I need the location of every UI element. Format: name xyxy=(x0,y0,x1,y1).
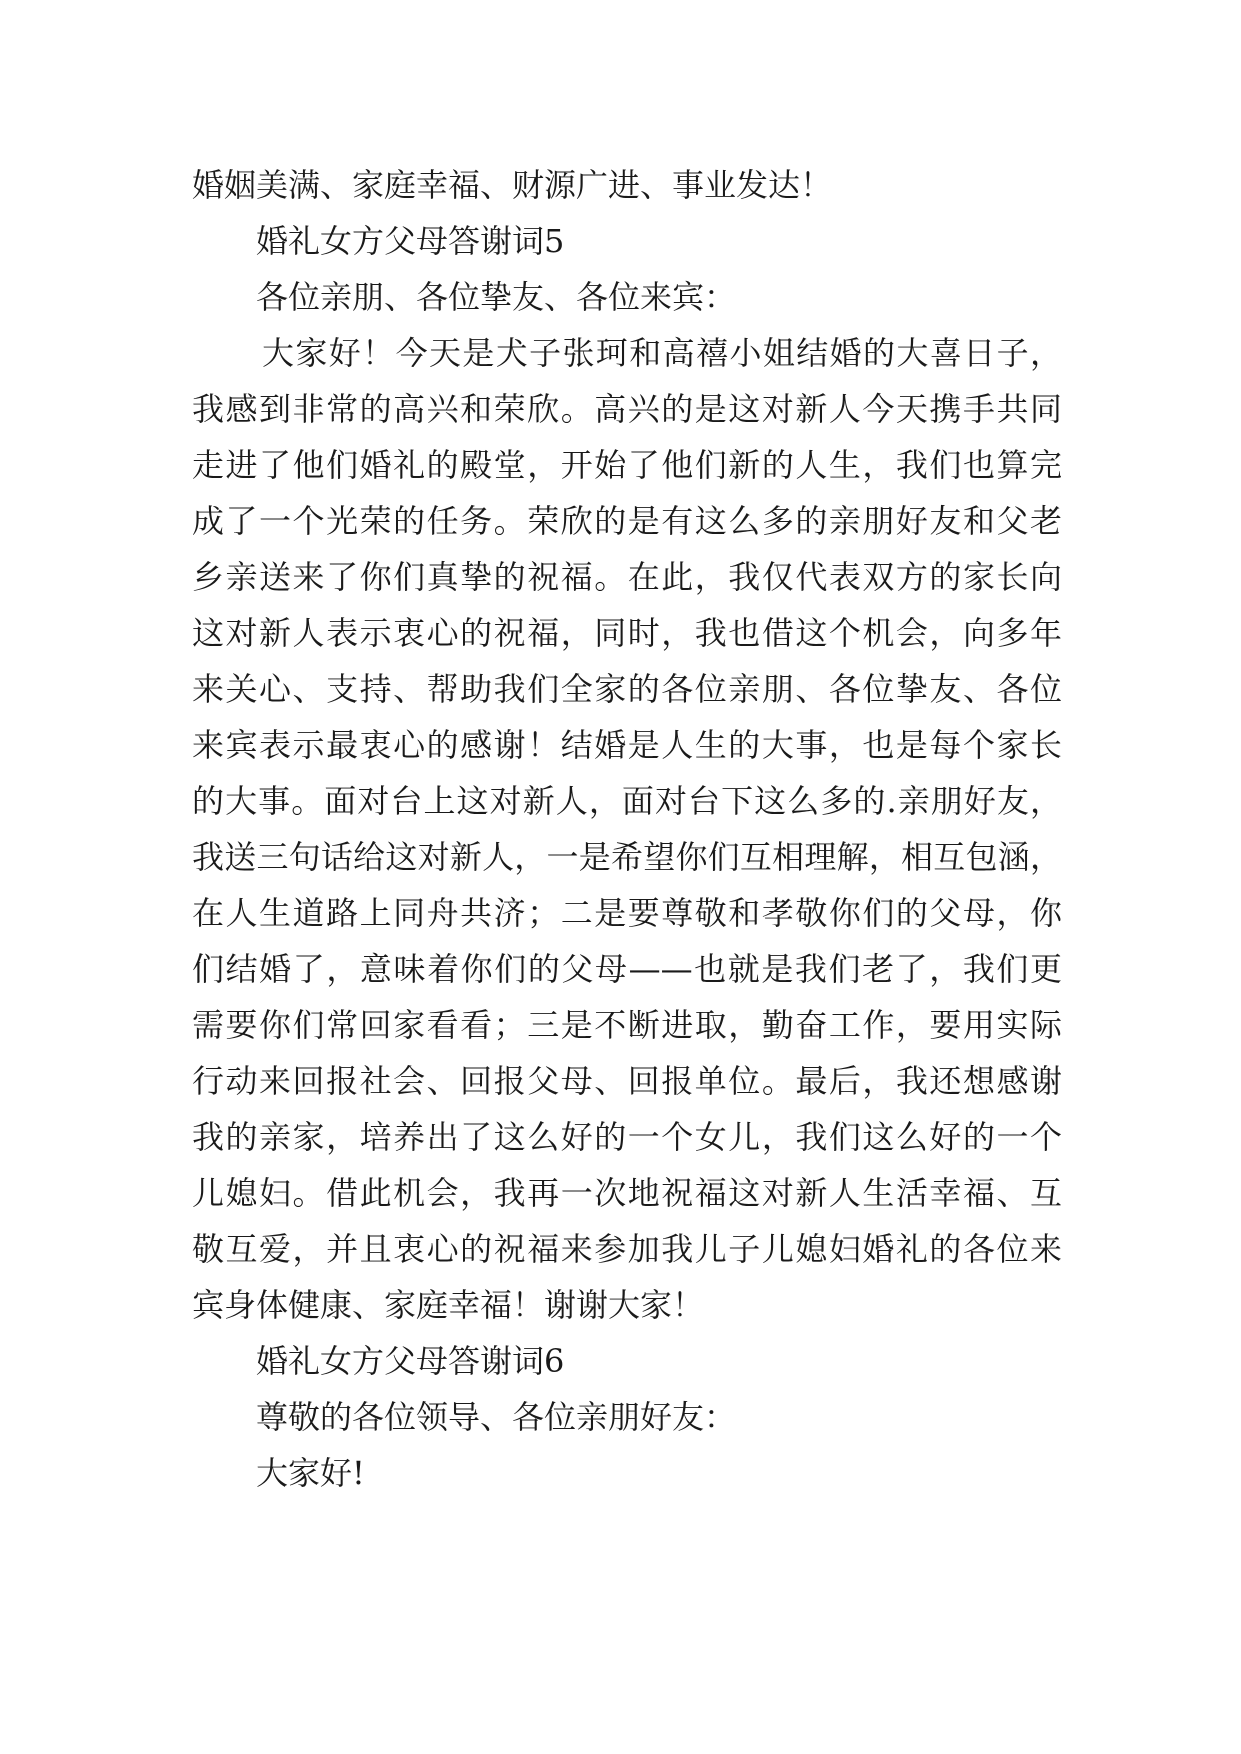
paragraph-line: 婚姻美满、家庭幸福、财源广进、事业发达！ xyxy=(192,166,833,204)
paragraph-line: 我感到非常的高兴和荣欣。高兴的是这对新人今天携手共同 xyxy=(192,390,1062,428)
paragraph-line: 我的亲家，培养出了这么好的一个女儿，我们这么好的一个 xyxy=(192,1118,1062,1156)
paragraph-line: 行动来回报社会、回报父母、回报单位。最后，我还想感谢 xyxy=(192,1062,1062,1100)
paragraph-line: 大家好！今天是犬子张珂和高禧小姐结婚的大喜日子， xyxy=(262,334,1062,372)
paragraph-line: 我送三句话给这对新人，一是希望你们互相理解，相互包涵， xyxy=(192,838,1062,876)
paragraph-line: 来关心、支持、帮助我们全家的各位亲朋、各位挚友、各位 xyxy=(192,670,1062,708)
paragraph-line: 来宾表示最衷心的感谢！结婚是人生的大事，也是每个家长 xyxy=(192,726,1062,764)
salutation: 尊敬的各位领导、各位亲朋好友： xyxy=(256,1398,737,1436)
salutation: 各位亲朋、各位挚友、各位来宾： xyxy=(256,278,737,316)
paragraph-line: 需要你们常回家看看；三是不断进取，勤奋工作，要用实际 xyxy=(192,1006,1062,1044)
greeting: 大家好! xyxy=(256,1454,365,1492)
paragraph-line: 的大事。面对台上这对新人，面对台下这么多的.亲朋好友， xyxy=(192,782,1062,820)
paragraph-line: 宾身体健康、家庭幸福！谢谢大家！ xyxy=(192,1286,705,1324)
paragraph-line: 走进了他们婚礼的殿堂，开始了他们新的人生，我们也算完 xyxy=(192,446,1062,484)
paragraph-line: 儿媳妇。借此机会，我再一次地祝福这对新人生活幸福、互 xyxy=(192,1174,1062,1212)
paragraph-line: 敬互爱，并且衷心的祝福来参加我儿子儿媳妇婚礼的各位来 xyxy=(192,1230,1062,1268)
section-heading: 婚礼女方父母答谢词6 xyxy=(256,1342,565,1380)
paragraph-line: 这对新人表示衷心的祝福，同时，我也借这个机会，向多年 xyxy=(192,614,1062,652)
paragraph-line: 乡亲送来了你们真挚的祝福。在此，我仅代表双方的家长向 xyxy=(192,558,1062,596)
section-heading: 婚礼女方父母答谢词5 xyxy=(256,222,565,260)
paragraph-line: 在人生道路上同舟共济；二是要尊敬和孝敬你们的父母，你 xyxy=(192,894,1062,932)
paragraph-line: 成了一个光荣的任务。荣欣的是有这么多的亲朋好友和父老 xyxy=(192,502,1062,540)
paragraph-line: 们结婚了，意味着你们的父母——也就是我们老了，我们更 xyxy=(192,950,1062,988)
